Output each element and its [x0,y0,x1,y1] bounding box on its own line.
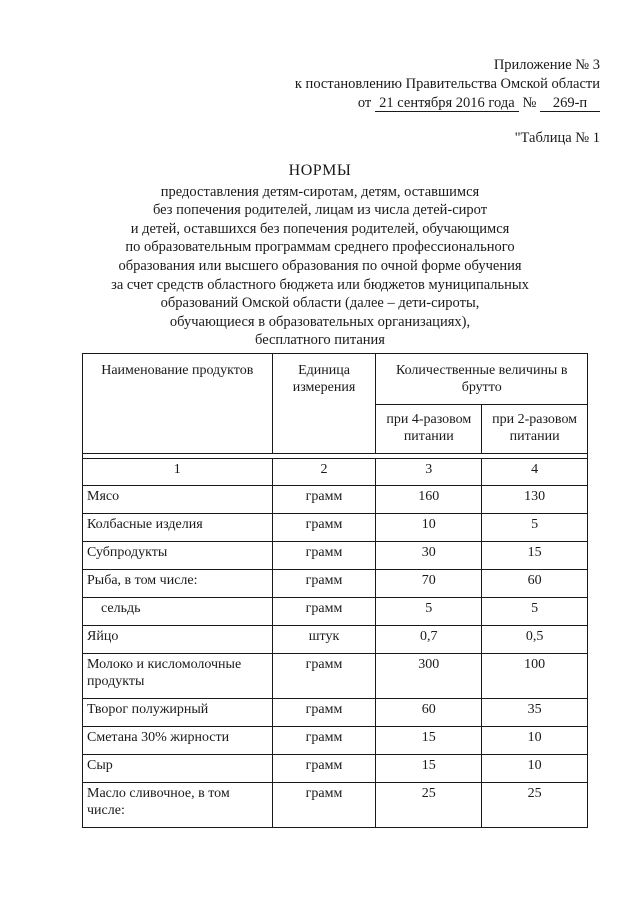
product-name: Рыба, в том числе: [83,570,273,598]
title-line: бесплатного питания [255,332,385,349]
product-unit: грамм [272,514,376,542]
product-qty-two-meals: 35 [482,699,588,727]
table-row [83,727,588,755]
product-qty-two-meals: 15 [482,542,588,570]
document-title [0,162,640,350]
header-unit: Единица измерения [272,354,376,454]
table-row [83,598,588,626]
product-qty-two-meals: 60 [482,570,588,598]
header-product-name: Наименование продуктов [83,354,273,454]
product-qty-four-meals: 60 [376,699,482,727]
table-label: "Таблица № 1 [514,130,600,146]
title-main: НОРМЫ [288,162,352,179]
title-line: обучающиеся в образовательных организациях), [169,313,471,330]
product-qty-two-meals: 25 [482,783,588,828]
title-line: образования или высшего образования по очной форме обучения [118,257,522,274]
product-name: Сметана 30% жирности [83,727,273,755]
product-qty-four-meals: 15 [376,727,482,755]
product-qty-two-meals: 5 [482,514,588,542]
product-qty-four-meals: 70 [376,570,482,598]
product-name: Молоко и кисломолочные продукты [83,654,273,699]
table-row [83,514,588,542]
product-qty-two-meals: 10 [482,755,588,783]
header-two-meals: при 2-разовом питании [482,405,588,454]
product-qty-two-meals: 5 [482,598,588,626]
date-prefix: от [357,95,372,111]
product-qty-two-meals: 100 [482,654,588,699]
title-line: без попечения родителей, лицам из числа детей-сирот [152,202,488,219]
title-line: предоставления детям-сиротам, детям, оставшимся [160,183,480,200]
product-name: Субпродукты [83,542,273,570]
resolution-date-line [295,94,600,113]
column-number-row [83,459,588,486]
product-name: Мясо [83,486,273,514]
header-four-meals: при 4-разовом питании [376,405,482,454]
product-name: сельдь [83,598,273,626]
product-name: Масло сливочное, в том числе: [83,783,273,828]
title-line: за счет средств областного бюджета или бюджетов муниципальных [111,276,529,293]
product-unit: грамм [272,654,376,699]
product-qty-two-meals: 0,5 [482,626,588,654]
product-qty-two-meals: 10 [482,727,588,755]
table-row [83,570,588,598]
table-row [83,626,588,654]
table-row [83,542,588,570]
table-row [83,755,588,783]
table-row [83,654,588,699]
product-qty-four-meals: 160 [376,486,482,514]
document-header [295,56,600,113]
product-unit: грамм [272,783,376,828]
title-line: образований Омской области (далее – дети-сироты, [160,295,480,312]
resolution-number: 269-п [540,95,600,112]
title-line: и детей, оставшихся без попечения родителей, обучающимся [130,220,510,237]
product-unit: грамм [272,542,376,570]
product-unit: грамм [272,727,376,755]
number-prefix: № [522,95,537,111]
product-unit: грамм [272,755,376,783]
product-qty-four-meals: 5 [376,598,482,626]
product-unit: грамм [272,598,376,626]
product-qty-two-meals: 130 [482,486,588,514]
product-qty-four-meals: 30 [376,542,482,570]
column-number: 3 [376,459,482,486]
product-qty-four-meals: 25 [376,783,482,828]
table-header-row [83,354,588,405]
appendix-label: Приложение № 3 [493,57,600,73]
norms-table [82,353,588,828]
table-row [83,783,588,828]
title-line: по образовательным программам среднего профессионального [125,239,515,256]
resolution-label: к постановлению Правительства Омской области [294,76,600,92]
product-qty-four-meals: 300 [376,654,482,699]
product-name: Сыр [83,755,273,783]
product-unit: грамм [272,486,376,514]
table-row [83,699,588,727]
table-row [83,486,588,514]
product-unit: грамм [272,570,376,598]
product-unit: штук [272,626,376,654]
column-number: 1 [83,459,273,486]
resolution-date: 21 сентября 2016 года [375,95,519,112]
column-number: 2 [272,459,376,486]
product-unit: грамм [272,699,376,727]
product-qty-four-meals: 15 [376,755,482,783]
product-name: Колбасные изделия [83,514,273,542]
header-quantity: Количественные величины в брутто [376,354,588,405]
product-qty-four-meals: 0,7 [376,626,482,654]
product-name: Яйцо [83,626,273,654]
product-name: Творог полужирный [83,699,273,727]
column-number: 4 [482,459,588,486]
product-qty-four-meals: 10 [376,514,482,542]
